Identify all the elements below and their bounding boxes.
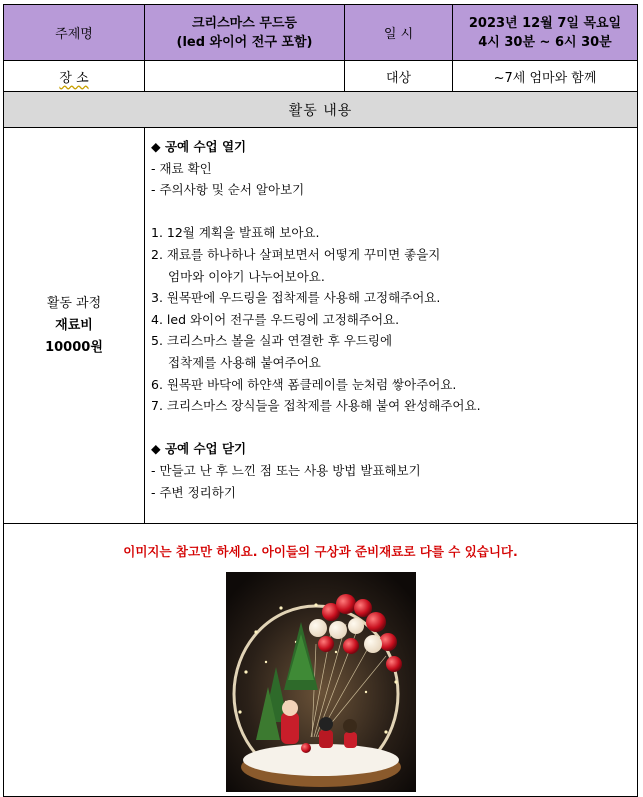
date-time: 4시 30분 ~ 6시 30분 <box>478 34 612 50</box>
close-item: - 주변 정리하기 <box>151 484 236 500</box>
image-notice: 이미지는 참고만 하세요. 아이들의 구상과 준비재료로 다를 수 있습니다. <box>123 544 518 559</box>
place-label: 장 소 <box>4 61 145 92</box>
date-label: 일 시 <box>345 5 453 61</box>
target-value: ~7세 엄마와 함께 <box>453 61 638 92</box>
cost-value: 10000원 <box>45 339 103 355</box>
header-row <box>4 5 638 61</box>
cost-label: 재료비 <box>55 317 93 333</box>
activity-plan-sheet <box>3 4 637 785</box>
open-item: - 재료 확인 <box>151 160 212 176</box>
close-item: - 만들고 난 후 느낀 점 또는 사용 방법 발표해보기 <box>151 462 421 478</box>
step-item: 1. 12월 계획을 발표해 보아요. <box>151 225 320 241</box>
section-title: 활동 내용 <box>4 92 638 128</box>
photo-row <box>4 524 638 797</box>
section-row <box>4 92 638 128</box>
step-item: 2. 재료를 하나하나 살펴보면서 어떻게 꾸미면 좋을지 <box>151 246 441 262</box>
step-item: 3. 원목판에 우드링을 접착제를 사용해 고정해주어요. <box>151 290 441 306</box>
info-row <box>4 61 638 92</box>
step-item: 5. 크리스마스 볼을 실과 연결한 후 우드링에 <box>151 333 393 349</box>
topic-subtitle: (led 와이어 전구 포함) <box>176 34 313 50</box>
topic-value <box>145 5 345 61</box>
step-item: 7. 크리스마스 장식들을 접착제를 사용해 붙여 완성해주어요. <box>151 398 481 414</box>
close-heading: ◆ 공예 수업 닫기 <box>151 441 247 457</box>
date-value <box>453 5 638 61</box>
step-item-cont: 접착제를 사용해 붙여주어요 <box>168 354 321 370</box>
process-row <box>4 128 638 524</box>
activity-plan-table <box>3 4 638 797</box>
step-item: 6. 원목판 바닥에 하얀색 폼클레이를 눈처럼 쌓아주어요. <box>151 376 457 392</box>
process-label-cell <box>4 128 145 524</box>
open-heading: ◆ 공예 수업 열기 <box>151 139 247 154</box>
target-label: 대상 <box>345 61 453 92</box>
date-day: 2023년 12월 7일 목요일 <box>468 15 622 31</box>
topic-title: 크리스마스 무드등 <box>192 15 297 31</box>
process-label: 활동 과정 <box>46 295 102 311</box>
topic-label: 주제명 <box>4 5 145 61</box>
step-item: 4. led 와이어 전구를 우드링에 고정해주어요. <box>151 311 400 327</box>
process-content <box>145 128 638 524</box>
photo-cell <box>4 524 638 797</box>
step-item-cont: 엄마와 이야기 나누어보아요. <box>168 268 325 284</box>
open-item: - 주의사항 및 순서 알아보기 <box>151 182 305 198</box>
mood-lamp-photo <box>226 572 416 792</box>
place-value <box>145 61 345 92</box>
